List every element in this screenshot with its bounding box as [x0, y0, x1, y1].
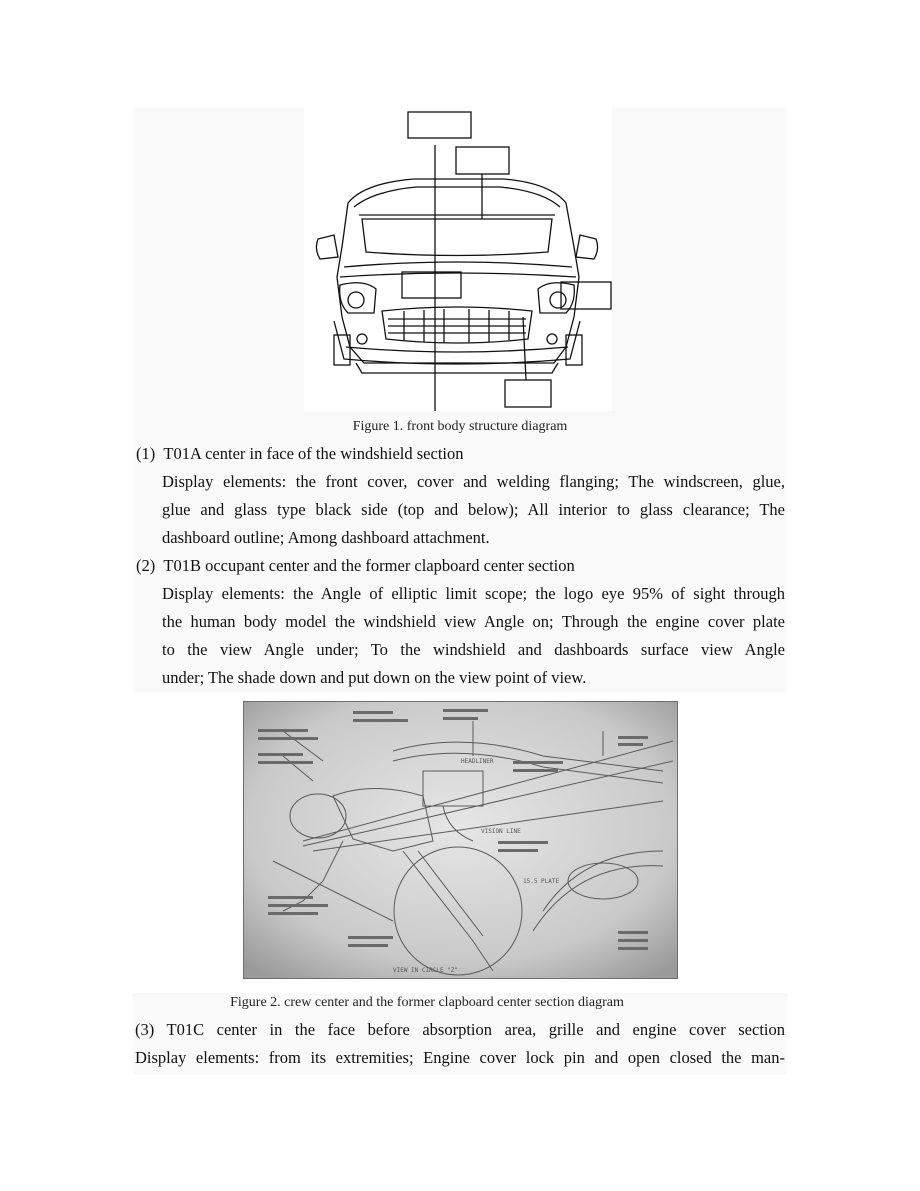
figure2-label-vision: VISION LINE — [481, 828, 521, 835]
section2-line-3: to the view Angle under; To the windshield and dashboards surface view Angle — [162, 640, 785, 659]
figure2-label-plate: 15.5 PLATE — [523, 878, 560, 885]
section1-line-1: Display elements: the front cover, cover and welding flanging; The windscreen, glue, — [162, 472, 785, 491]
figure2-section-drawing — [243, 701, 678, 979]
section1-heading — [136, 440, 464, 468]
section3-line-2: Display elements: from its extremities; Engine cover lock pin and open closed the man- — [135, 1048, 785, 1067]
section2-title: T01B occupant center and the former clapboard center section — [163, 556, 575, 575]
figure2-label-view: VIEW IN CIRCLE "Z" — [393, 967, 459, 974]
section2-line-2: the human body model the windshield view Angle on; Through the engine cover plate — [162, 612, 785, 631]
section3-line-1: (3) T01C center in the face before absorption area, grille and engine cover section — [135, 1020, 785, 1039]
section2-line-1: Display elements: the Angle of elliptic limit scope; the logo eye 95% of sight through — [162, 584, 785, 603]
section2-heading — [136, 552, 575, 580]
figure1-van-front-drawing — [304, 107, 612, 411]
section1-line-3: dashboard outline; Among dashboard attachment. — [162, 528, 490, 547]
section1-line-2: glue and glass type black side (top and below); All interior to glass clearance; The — [162, 500, 785, 519]
section1-title: T01A center in face of the windshield section — [163, 444, 464, 463]
section2-number: (2) — [136, 556, 156, 575]
figure2-label-headliner: HEADLINER — [461, 758, 494, 765]
section1-number: (1) — [136, 444, 156, 463]
figure2-caption: Figure 2. crew center and the former clapboard center section diagram — [230, 995, 624, 1010]
figure1-caption: Figure 1. front body structure diagram — [352, 419, 568, 434]
section2-line-4: under; The shade down and put down on the view point of view. — [162, 668, 587, 687]
